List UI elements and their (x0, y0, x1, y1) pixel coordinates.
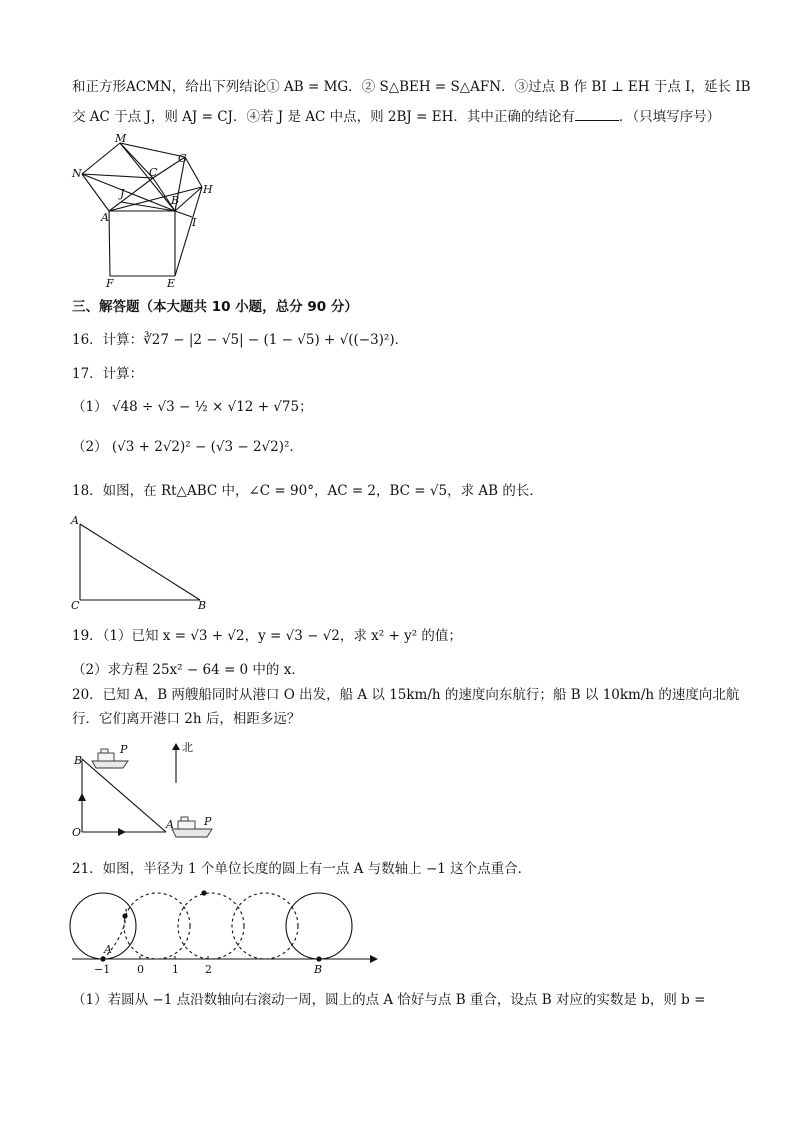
label-F: F (106, 277, 114, 290)
tick-label-neg1: −1 (94, 963, 111, 976)
problem-21-part-1: （1）若圆从 −1 点沿数轴向右滚动一周，圆上的点 A 恰好与点 B 重合，设点 B 对应的实数是 b，则 b = (72, 992, 706, 1008)
arrow-up-OB (78, 793, 86, 801)
label-A: A (101, 211, 109, 224)
problem-20-text-1: 20．已知 A，B 两艘船同时从港口 O 出发，船 A 以 15km/h 的速度向东航行；船 B 以 10km/h 的速度向北航 (72, 687, 740, 703)
axis-arrow (370, 955, 378, 963)
circle-start (70, 893, 136, 959)
problem-20-text-2: 行．它们离开港口 2h 后，相距多远？ (72, 711, 301, 727)
label-P-1: P (120, 743, 128, 756)
answer-blank (575, 108, 619, 121)
circle-dashed-3 (232, 893, 298, 959)
label-N: N (72, 167, 82, 180)
label-I: I (192, 216, 197, 229)
point-roll-2 (201, 890, 206, 895)
seg-BI (175, 211, 192, 217)
problem-16-text: 16．计算：∛27 − |2 − √5| − (1 − √5) + √((−3)²)． (72, 332, 409, 348)
circle-dashed-1 (124, 893, 190, 959)
label-E: E (167, 277, 176, 290)
label-G: G (178, 152, 187, 165)
problem-18-text: 18．如图，在 Rt△ABC 中，∠C = 90°，AC = 2，BC = √5，求 AB 的长． (72, 483, 543, 499)
label-B-18: B (198, 599, 207, 612)
problem-15-text-2b: ．（只填写序号） (618, 109, 721, 125)
seg-GH (185, 157, 202, 187)
tick-label-0: 0 (137, 963, 144, 976)
problem-21-text: 21．如图，半径为 1 个单位长度的圆上有一点 A 与数轴上 −1 这个点重合． (72, 861, 532, 877)
north-arrow-head (172, 743, 180, 750)
arrow-right-OA (118, 828, 126, 836)
problem-17-text: 17．计算： (72, 366, 144, 382)
figure-15 (68, 130, 228, 290)
problem-19-part-2: （2）求方程 25x² − 64 = 0 中的 x． (72, 662, 305, 678)
point-roll-1 (122, 913, 127, 918)
problem-17-part-1: （1） √48 ÷ √3 − ½ × √12 + √75； (72, 399, 313, 415)
tick-label-2: 2 (205, 963, 212, 976)
circle-end (286, 893, 352, 959)
label-A-18: A (71, 514, 79, 527)
problem-15-text-1: 和正方形ACMN，给出下列结论① AB = MG．② S△BEH = S△AFN．③过点 B 作 BI ⊥ EH 于点 I，延长 IB (72, 79, 751, 95)
label-O-20: O (72, 826, 82, 839)
label-H: H (203, 183, 213, 196)
label-J: J (120, 187, 125, 200)
label-B: B (171, 194, 180, 207)
figure-21 (68, 884, 388, 979)
label-north: 北 (182, 741, 193, 754)
point-b (316, 956, 321, 961)
seg-JB (121, 202, 175, 211)
problem-19-part-1: 19．（1）已知 x = √3 + √2，y = √3 − √2，求 x² + y² 的值； (72, 628, 462, 644)
section-3-heading: 三、解答题（本大题共 10 小题，总分 90 分） (72, 299, 358, 315)
label-C: C (149, 166, 158, 179)
problem-15-text-2a: 交 AC 于点 J，则 AJ = CJ．④若 J 是 AC 中点，则 2BJ = EH．其中正确的结论有 (72, 109, 575, 125)
problem-17-part-2: （2） (√3 + 2√2)² − (√3 − 2√2)²． (72, 439, 303, 455)
problem-15-text-2 (72, 108, 720, 126)
circle-dashed-2 (178, 893, 244, 959)
label-B-20: B (74, 754, 83, 767)
seg-NM (82, 143, 120, 174)
label-A-21: A (104, 943, 112, 956)
seg-AB-18 (80, 524, 200, 600)
label-M: M (115, 132, 127, 145)
label-A-20: A (166, 818, 174, 831)
seg-BA (82, 759, 166, 832)
label-C-18: C (71, 599, 80, 612)
seg-NC (82, 174, 153, 178)
seg-FA (109, 211, 110, 276)
figure-20 (68, 735, 228, 845)
tick-label-1: 1 (172, 963, 179, 976)
label-B-21: B (314, 963, 323, 976)
label-P-2: P (204, 815, 212, 828)
figure-18 (68, 512, 218, 612)
